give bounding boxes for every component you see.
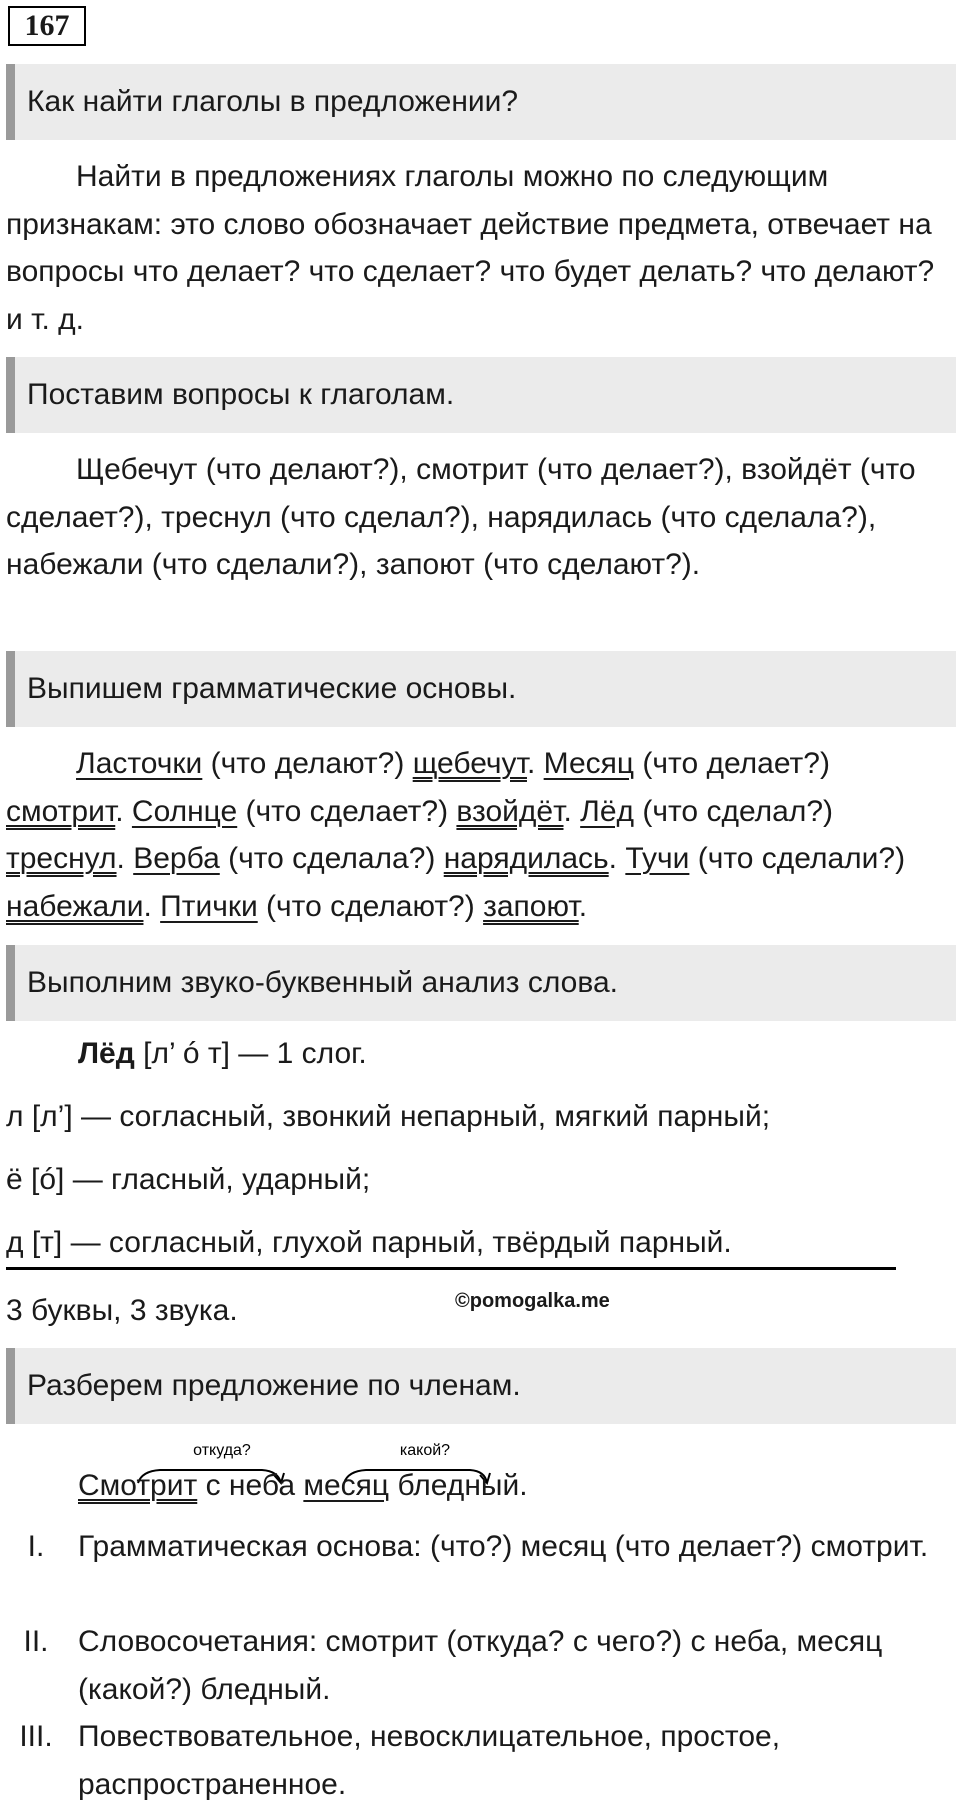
section-heading-verb-questions: Поставим вопросы к глаголам. <box>6 357 956 433</box>
arc-question-2: какой? <box>399 1442 451 1459</box>
paragraph-text: Щебечут (что делают?), смотрит (что делает?), взойдёт (что сделает?), треснул (что сделал?), нарядилась (что сделала?), набежали (что сделали?), запоют (что сделают?). <box>6 453 916 581</box>
question: (что делает?) <box>634 747 830 780</box>
subject: Ласточки <box>76 747 203 780</box>
item-text: Грамматическая основа: (что?) месяц (что делает?) смотрит. <box>78 1530 929 1563</box>
grammatical-bases-list: Ласточки (что делают?) щебечут. Месяц (что делает?) смотрит. Солнце (что сделает?) взойдёт. Лёд (что сделал?) треснул. Верба (что сделала?) нарядилась. Тучи (что сделали?) набежали. Птички (что сделают?) запоют. <box>6 747 906 923</box>
predicate: запоют <box>483 889 579 923</box>
predicate: нарядилась <box>443 842 609 875</box>
predicate: смотрит <box>6 794 116 828</box>
item-number: II. <box>23 1625 49 1658</box>
predicate: щебечут <box>412 747 527 780</box>
question: (что сделал?) <box>634 794 834 828</box>
subject: Тучи <box>625 842 690 875</box>
question: (что сделали?) <box>689 842 906 875</box>
sound-line-1: л [л’] — согласный, звонкий непарный, мягкий парный; <box>6 1100 771 1133</box>
sound-line-3: д [т] — согласный, глухой парный, твёрдый парный. <box>6 1226 732 1259</box>
paragraph-text: Найти в предложениях глаголы можно по следующим признакам: это слово обозначает действие предмета, отвечает на вопросы что делает? что сделает? что будет делать? что делают? и т. д. <box>6 160 935 336</box>
subject: Месяц <box>543 747 635 780</box>
predicate: Смотрит <box>78 1469 198 1502</box>
question: (что сделают?) <box>257 889 484 923</box>
item-number: I. <box>27 1530 45 1563</box>
word-transcription <box>78 1034 367 1074</box>
item-number: III. <box>19 1720 53 1753</box>
section-heading-sound-analysis: Выполним звуко-буквенный анализ слова. <box>6 945 956 1021</box>
predicate: взойдёт <box>456 794 564 828</box>
subject: Лёд <box>580 794 635 828</box>
attribute: бледный. <box>389 1469 528 1502</box>
section-text-find-verbs <box>6 153 946 343</box>
item-text: Повествовательное, невосклицательное, простое, распространенное. <box>78 1720 781 1801</box>
subject: месяц <box>303 1469 390 1502</box>
subject: Верба <box>133 842 220 875</box>
adverbial: с неба <box>197 1469 304 1502</box>
task-number: 167 <box>8 6 86 46</box>
subject: Солнце <box>131 794 238 828</box>
subject: Птички <box>160 889 258 923</box>
divider-line <box>6 1267 896 1270</box>
letters-sounds-summary: 3 буквы, 3 звука. <box>6 1294 238 1327</box>
parsed-sentence <box>78 1466 528 1506</box>
section-heading-find-verbs: Как найти глаголы в предложении? <box>6 64 956 140</box>
analyzed-word: Лёд <box>78 1037 135 1070</box>
question: (что делают?) <box>202 747 413 780</box>
item-text: Словосочетания: смотрит (откуда? с чего?) с неба, месяц (какой?) бледный. <box>78 1625 883 1706</box>
watermark: ©pomogalka.me <box>455 1290 610 1312</box>
section-heading-grammatical-bases: Выпишем грамматические основы. <box>6 651 956 727</box>
section-text-verb-questions <box>6 446 946 589</box>
sound-line-2: ё [ó] — гласный, ударный; <box>6 1163 371 1196</box>
question: (что сделает?) <box>237 794 457 828</box>
arc-question-1: откуда? <box>193 1442 251 1459</box>
section-heading-sentence-parsing: Разберем предложение по членам. <box>6 1348 956 1424</box>
transcription: [л’ ó т] — 1 слог. <box>134 1037 367 1070</box>
question: (что сделала?) <box>219 842 444 875</box>
predicate: набежали <box>6 889 144 923</box>
predicate: треснул <box>6 842 117 875</box>
